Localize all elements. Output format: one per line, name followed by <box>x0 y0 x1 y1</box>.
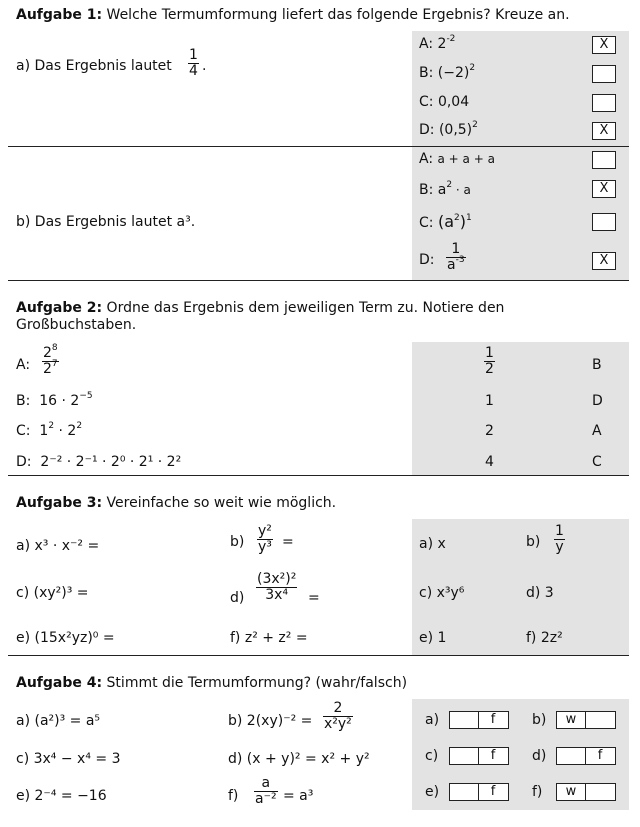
task3-b-eq: = <box>282 534 294 550</box>
result-value: 1 <box>485 393 494 409</box>
result-value: 4 <box>485 454 494 470</box>
task4-e: e) 2⁻⁴ = −16 <box>16 788 107 804</box>
answer3-b-label: b) <box>526 534 541 550</box>
task4-f-eq: = a³ <box>283 788 314 804</box>
option-a1b-B <box>419 181 471 199</box>
option-exponent: 2 <box>446 180 453 190</box>
option-tail: · a <box>452 183 471 197</box>
aufgabe1b-label: b) Das Ergebnis lautet a³. <box>16 214 196 230</box>
result-answer: D <box>592 393 603 409</box>
option-exponent: -2 <box>446 34 456 44</box>
option-exponent: 2 <box>469 63 476 73</box>
option-a1a-A <box>419 35 455 53</box>
option-letter: C: <box>419 94 434 110</box>
task4-c: c) 3x⁴ − x⁴ = 3 <box>16 751 121 767</box>
fraction-denominator: y <box>555 539 564 555</box>
answer4-b-label: b) <box>532 712 547 728</box>
fraction-denominator: y³ <box>258 539 272 555</box>
num-exponent: 8 <box>51 343 58 353</box>
option-a1b-C <box>419 213 472 232</box>
answer4-e-label: e) <box>425 784 440 800</box>
option-a1a-B <box>419 64 475 82</box>
task3-d-fraction <box>256 572 297 603</box>
aufgabe2-title <box>16 299 504 317</box>
answer3-e: e) 1 <box>419 630 447 646</box>
aufgabe3-heading: Aufgabe 3: <box>16 495 103 511</box>
fraction-numerator: 2 <box>323 701 353 717</box>
aufgabe3-title <box>16 494 336 512</box>
aufgabe4-heading: Aufgabe 4: <box>16 675 103 691</box>
task3-f: f) z² + z² = <box>230 630 308 646</box>
term-exponent: 2 <box>48 421 55 431</box>
num-base: 2 <box>43 345 52 361</box>
answer3-d: d) 3 <box>526 585 554 601</box>
fraction-numerator: 1 <box>446 242 466 258</box>
checkbox-a1b-D[interactable]: X <box>592 252 616 270</box>
option-a1b-D-fraction <box>446 242 466 273</box>
result-answer: B <box>592 357 602 373</box>
option-a1b-D-letter: D: <box>419 252 435 268</box>
option-letter: A: <box>419 151 434 167</box>
task3-a: a) x³ · x⁻² = <box>16 538 100 554</box>
wahr-cell[interactable] <box>450 748 478 764</box>
fraction-denominator: x²y² <box>324 716 352 732</box>
option-exponent: 2 <box>472 120 478 130</box>
fraction-numerator: 1 <box>555 523 564 539</box>
answer4-c-label: c) <box>425 748 439 764</box>
answer4-b-box[interactable] <box>556 711 616 729</box>
answer4-f-box[interactable] <box>556 783 616 801</box>
falsch-cell[interactable]: f <box>597 748 603 763</box>
aufgabe1a-fraction <box>188 48 199 79</box>
result-answer: C <box>592 454 602 470</box>
task3-b-fraction <box>257 524 273 555</box>
fraction-numerator: (3x²)² <box>257 571 297 587</box>
aufgabe3-instruction: Vereinfache so weit wie möglich. <box>106 495 337 511</box>
falsch-cell[interactable] <box>586 712 614 728</box>
term-letter: B: <box>16 393 31 409</box>
fraction-denominator: 3x⁴ <box>265 587 289 603</box>
option-text: 2 <box>437 36 447 52</box>
answer3-f: f) 2z² <box>526 630 563 646</box>
aufgabe1-heading: Aufgabe 1: <box>16 7 103 23</box>
option-letter: B: <box>419 182 434 198</box>
fraction-denominator: 4 <box>189 63 198 79</box>
task3-e: e) (15x²yz)⁰ = <box>16 630 115 646</box>
option-letter: D: <box>419 122 435 138</box>
checkbox-a1b-C[interactable] <box>592 213 616 231</box>
term-text: 2⁻² · 2⁻¹ · 2⁰ · 2¹ · 2² <box>40 454 182 470</box>
aufgabe1a-label: a) Das Ergebnis lautet <box>16 58 172 74</box>
aufgabe1a-dot: . <box>202 58 207 74</box>
fraction-denominator: 2 <box>485 361 494 377</box>
den-exponent: -3 <box>455 255 465 265</box>
falsch-cell[interactable]: f <box>490 748 496 763</box>
falsch-cell[interactable]: f <box>490 784 496 799</box>
option-letter: A: <box>419 36 434 52</box>
answer3-b-fraction <box>554 524 565 555</box>
task4-f-label: f) <box>228 788 239 804</box>
task4-d: d) (x + y)² = x² + y² <box>228 751 370 767</box>
term-A-fraction <box>42 343 59 377</box>
den-base: a <box>447 257 456 273</box>
aufgabe2-instruction-line2: Großbuchstaben. <box>16 317 137 333</box>
option-text: (a <box>437 212 454 231</box>
answer4-f-label: f) <box>532 784 543 800</box>
task4-b-label: b) 2(xy)⁻² = <box>228 713 313 729</box>
option-tail: ) <box>459 212 466 231</box>
den-exponent: 7 <box>51 359 58 369</box>
task4-f-fraction <box>254 776 278 807</box>
fraction-numerator: a <box>254 776 278 792</box>
fraction-numerator: y² <box>258 523 272 539</box>
aufgabe4-title <box>16 674 407 692</box>
term-C <box>16 422 82 440</box>
task4-b-fraction <box>323 701 353 732</box>
answer4-d-label: d) <box>532 748 547 764</box>
checkbox-a1b-A[interactable] <box>592 151 616 169</box>
den-base: 2 <box>43 361 52 377</box>
option-text: (−2) <box>437 65 470 81</box>
fraction-denominator <box>42 359 59 377</box>
result-fraction <box>484 346 495 377</box>
option-text: 0,04 <box>437 94 470 110</box>
term-letter: D: <box>16 454 32 470</box>
option-a1b-A <box>419 150 495 168</box>
term-tail: · 2 <box>54 423 77 439</box>
option-letter: C: <box>419 215 434 231</box>
divider <box>8 655 629 656</box>
answer4-c-box[interactable] <box>449 747 509 765</box>
falsch-cell[interactable] <box>586 784 614 800</box>
term-exponent: −5 <box>79 391 93 401</box>
wahr-cell[interactable]: w <box>565 784 577 799</box>
wahr-cell[interactable] <box>450 712 478 728</box>
wahr-cell[interactable]: w <box>565 712 577 727</box>
wahr-cell[interactable] <box>450 784 478 800</box>
divider <box>8 280 629 281</box>
result-answer: A <box>592 423 602 439</box>
fraction-denominator <box>446 255 466 273</box>
checkbox-a1a-D[interactable]: X <box>592 122 616 140</box>
checkbox-a1a-A[interactable]: X <box>592 36 616 54</box>
checkbox-a1a-C[interactable] <box>592 94 616 112</box>
term-letter: C: <box>16 423 31 439</box>
task4-a: a) (a²)³ = a⁵ <box>16 713 101 729</box>
option-exponent: 2 <box>454 213 460 223</box>
answer3-a: a) x <box>419 536 446 552</box>
aufgabe2-instruction: Ordne das Ergebnis dem jeweiligen Term zu. Notiere den <box>106 300 505 316</box>
option-text: a + a + a <box>437 152 495 166</box>
task3-b-label: b) <box>230 534 245 550</box>
falsch-cell[interactable]: f <box>490 712 496 727</box>
term-text: 1 <box>39 423 49 439</box>
task3-c: c) (xy²)³ = <box>16 585 89 601</box>
aufgabe1-instruction: Welche Termumformung liefert das folgende Ergebnis? Kreuze an. <box>106 7 570 23</box>
term-D <box>16 453 181 471</box>
fraction-numerator: 1 <box>485 345 494 361</box>
answer4-a-label: a) <box>425 712 440 728</box>
result-value: 2 <box>485 423 494 439</box>
divider <box>8 475 629 476</box>
checkbox-a1a-B[interactable] <box>592 65 616 83</box>
answer3-c: c) x³y⁶ <box>419 585 465 601</box>
divider <box>8 146 629 147</box>
wahr-cell[interactable] <box>557 748 585 764</box>
option-letter: B: <box>419 65 434 81</box>
aufgabe4-instruction: Stimmt die Termumformung? (wahr/falsch) <box>106 675 408 691</box>
option-outer-exponent: 1 <box>465 213 472 223</box>
term-B <box>16 392 93 410</box>
fraction-denominator: a⁻² <box>255 791 277 807</box>
fraction-numerator: 1 <box>189 47 198 63</box>
checkbox-a1b-B[interactable]: X <box>592 180 616 198</box>
option-a1a-C <box>419 93 469 111</box>
option-text: (0,5) <box>438 122 473 138</box>
task3-d-eq: = <box>308 590 320 606</box>
option-text: a <box>437 182 447 198</box>
term-exponent-2: 2 <box>76 421 83 431</box>
answer4-a-box[interactable] <box>449 711 509 729</box>
task3-d-label: d) <box>230 590 245 606</box>
aufgabe1-title <box>16 6 570 24</box>
aufgabe2-heading: Aufgabe 2: <box>16 300 103 316</box>
option-a1a-D <box>419 121 478 139</box>
term-text: 16 · 2 <box>39 393 80 409</box>
term-A-letter: A: <box>16 357 31 373</box>
answer4-e-box[interactable] <box>449 783 509 801</box>
answer4-d-box[interactable] <box>556 747 616 765</box>
